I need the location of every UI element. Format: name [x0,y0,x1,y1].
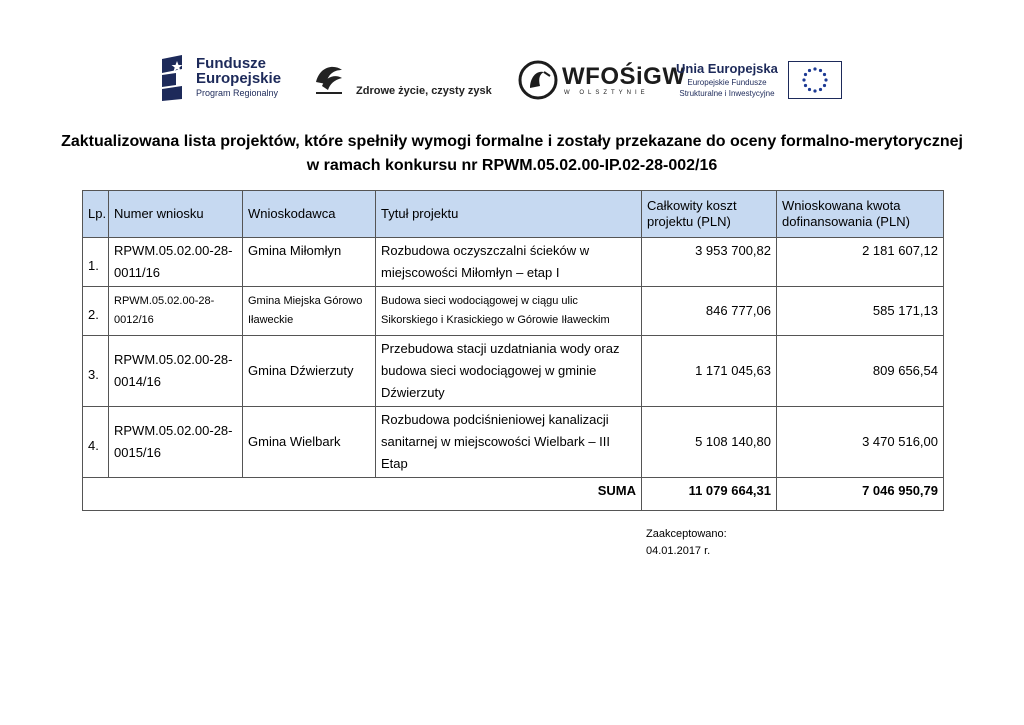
table-row [83,287,944,336]
row-total-cost: 1 171 045,63 [642,336,777,407]
ue-line2: Europejskie Fundusze [687,78,767,87]
warmia-mazury-logo [312,62,492,98]
title-line2: w ramach konkursu nr RPWM.05.02.00-IP.02-28-002/16 [306,157,718,174]
fe-line3: Program Regionalny [196,87,279,98]
row-project-title: Budowa sieci wodociągowej w ciągu ulic Sikorskiego i Krasickiego w Górowie Iławeckim [376,287,642,336]
row-requested: 809 656,54 [777,336,944,407]
projects-table [82,190,944,511]
row-project-title: Rozbudowa oczyszczalni ścieków w miejscowości Miłomłyn – etap I [376,238,642,287]
row-total-cost: 846 777,06 [642,287,777,336]
stork-icon [518,60,558,100]
title-line1: Zaktualizowana lista projektów, które spełniły wymogi formalne i zostały przekazane do oceny formalno-merytorycznej [61,133,963,150]
row-number: RPWM.05.02.00-28-0014/16 [109,336,243,407]
fe-line2: Europejskie [196,69,282,87]
fundusze-europejskie-mark-icon [160,55,186,101]
row-number: RPWM.05.02.00-28-0012/16 [109,287,243,336]
sum-total-cost: 11 079 664,31 [642,478,777,511]
table-header-row [83,191,944,238]
row-project-title: Rozbudowa podciśnieniowej kanalizacji sanitarnej w miejscowości Wielbark – III Etap [376,407,642,478]
header-total-cost: Całkowity koszt projektu (PLN) [642,191,777,238]
fe-line1: Fundusze [196,54,266,72]
row-requested: 585 171,13 [777,287,944,336]
row-total-cost: 5 108 140,80 [642,407,777,478]
header-project-title: Tytuł projektu [376,191,642,238]
table-row [83,336,944,407]
sum-label: SUMA [83,478,642,511]
eu-flag-icon [788,61,842,99]
row-lp: 4. [83,407,109,478]
row-lp: 1. [83,238,109,287]
unia-europejska-logo [676,61,842,99]
row-requested: 3 470 516,00 [777,407,944,478]
accepted-label: Zaakceptowano: [646,528,727,540]
header-applicant: Wnioskodawca [243,191,376,238]
warmia-tagline: Zdrowe życie, czysty zysk [356,85,492,97]
fundusze-europejskie-logo [160,55,281,101]
row-lp: 2. [83,287,109,336]
wfosigw-name: WFOŚiGW [562,63,686,90]
sum-requested: 7 046 950,79 [777,478,944,511]
row-requested: 2 181 607,12 [777,238,944,287]
table-row [83,238,944,287]
row-applicant: Gmina Dźwierzuty [243,336,376,407]
row-lp: 3. [83,336,109,407]
row-number: RPWM.05.02.00-28-0015/16 [109,407,243,478]
sum-row [83,478,944,511]
row-number: RPWM.05.02.00-28-0011/16 [109,238,243,287]
accepted-note [646,526,727,560]
ue-line1: Unia Europejska [676,61,778,76]
accepted-date: 04.01.2017 r. [646,545,711,557]
row-applicant: Gmina Miejska Górowo Iławeckie [243,287,376,336]
header-requested: Wnioskowana kwota dofinansowania (PLN) [777,191,944,238]
row-total-cost: 3 953 700,82 [642,238,777,287]
table-row [83,407,944,478]
wfosigw-logo [518,60,685,100]
header-lp: Lp. [83,191,109,238]
header-number: Numer wniosku [109,191,243,238]
row-applicant: Gmina Wielbark [243,407,376,478]
warmia-bird-icon [312,62,346,98]
row-applicant: Gmina Miłomłyn [243,238,376,287]
wfosigw-city: W OLSZTYNIE [564,90,649,96]
row-project-title: Przebudowa stacji uzdatniania wody oraz budowa sieci wodociągowej w gminie Dźwierzuty [376,336,642,407]
page-title [60,130,964,178]
ue-line3: Strukturalne i Inwestycyjne [679,89,775,98]
